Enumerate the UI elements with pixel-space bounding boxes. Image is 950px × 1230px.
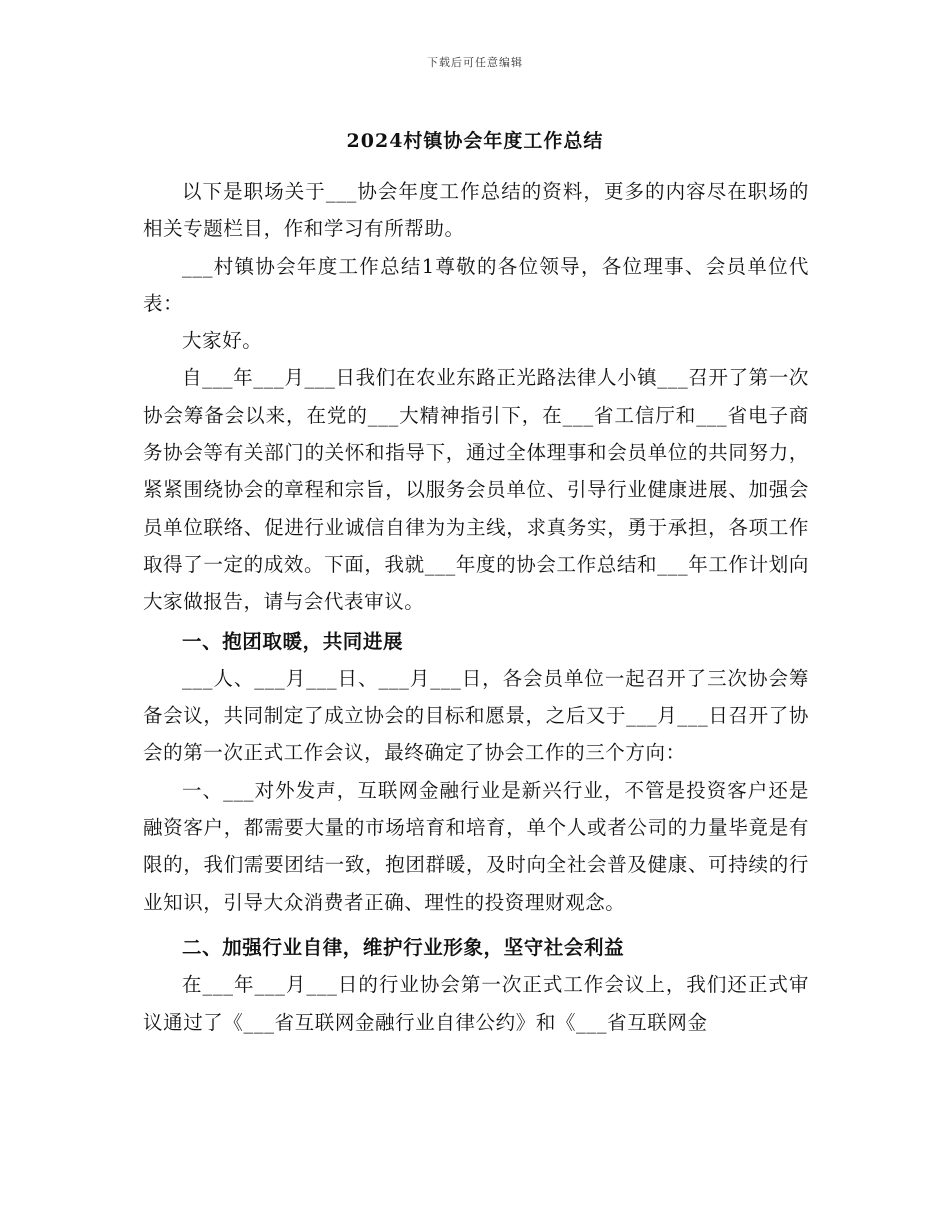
document-body: [143, 173, 809, 1041]
greeting-paragraph: 大家好。: [182, 329, 263, 353]
section-2-paragraph-1: 在___年___月___日的行业协会第一次正式工作会议上，我们还正式审议通过了《___省互联网金融行业自律公约》和《___省互联网金: [143, 973, 809, 1034]
intro-paragraph: 以下是职场关于___协会年度工作总结的资料，更多的内容尽在职场的相关专题栏目，作和学习有所帮助。: [143, 180, 809, 241]
page-header: 下载后可任意编辑: [427, 56, 523, 69]
section-heading-2: 二、加强行业自律，维护行业形象，坚守社会利益: [182, 935, 625, 959]
section-1-paragraph-2: 一、___对外发声，互联网金融行业是新兴行业，不管是投资客户还是融资客户，都需要大量的市场培育和培育，单个人或者公司的力量毕竟是有限的，我们需要团结一致，抱团群暖，及时向全社会普及健康、可持续的行业知识，引导大众消费者正确、理性的投资理财观念。: [143, 778, 809, 914]
document-title: 2024村镇协会年度工作总结: [346, 130, 604, 152]
overview-paragraph: 自___年___月___日我们在农业东路正光路法律人小镇___召开了第一次协会筹备会以来，在党的___大精神指引下，在___省工信厅和___省电子商务协会等有关部门的关怀和指导下，通过全体理事和会员单位的共同努力，紧紧围绕协会的章程和宗旨，以服务会员单位、引导行业健康进展、加强会员单位联络、促进行业诚信自律为为主线，求真务实，勇于承担，各项工作取得了一定的成效。下面，我就___年度的协会工作总结和___年工作计划向大家做报告，请与会代表审议。: [143, 366, 809, 614]
section-heading-1: 一、抱团取暖，共同进展: [182, 629, 404, 653]
section-1-paragraph-1: ___人、___月___日、___月___日，各会员单位一起召开了三次协会筹备会议，共同制定了成立协会的目标和愿景，之后又于___月___日召开了协会的第一次正式工作会议，最终确定了协会工作的三个方向：: [143, 666, 809, 765]
salutation-paragraph: ___村镇协会年度工作总结1尊敬的各位领导，各位理事、会员单位代表：: [143, 254, 809, 315]
